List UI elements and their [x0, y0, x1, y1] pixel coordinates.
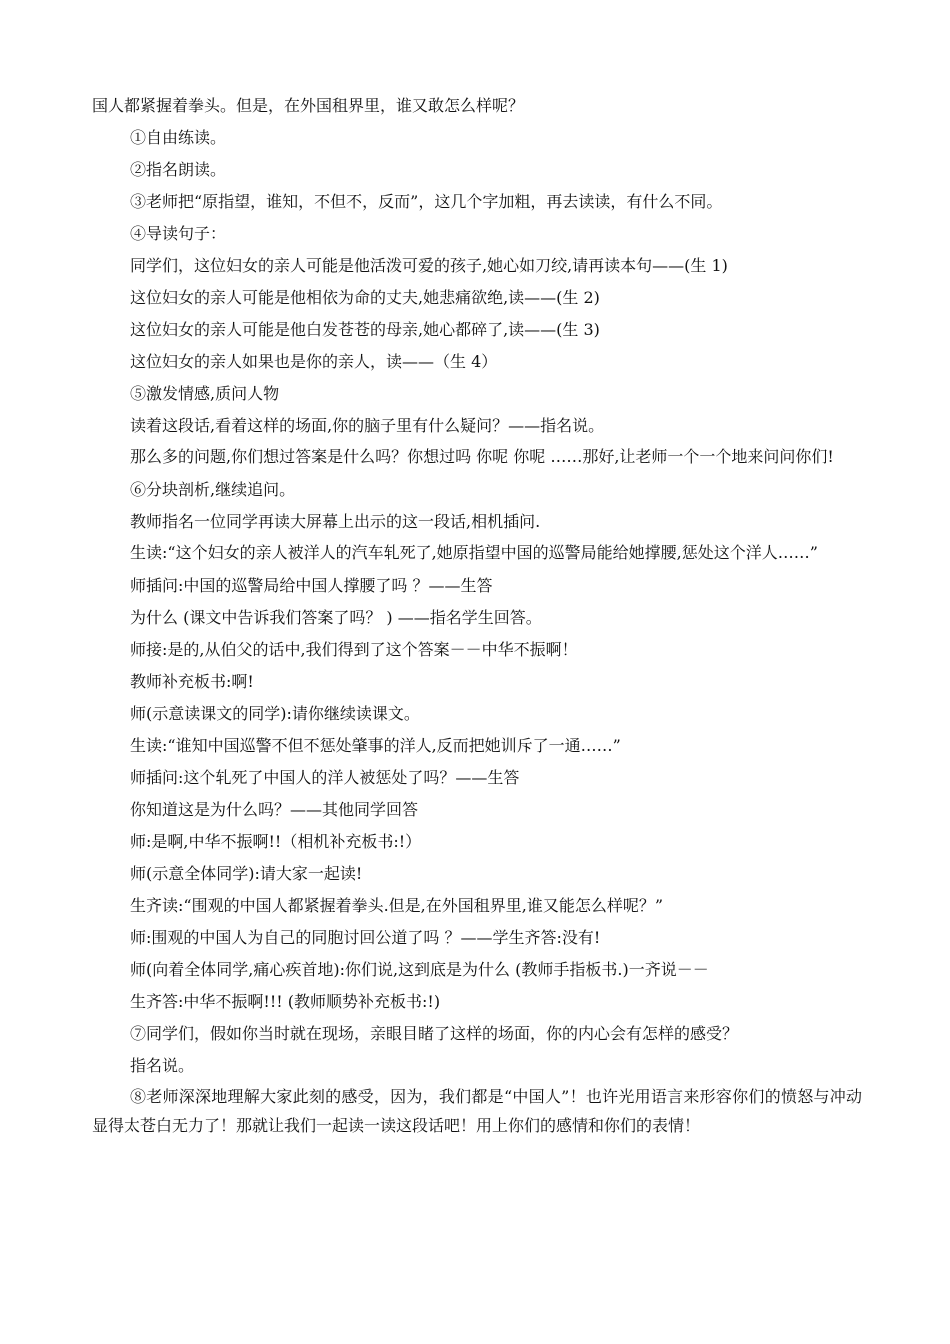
paragraph: 师:围观的中国人为自己的同胞讨回公道了吗 ？——学生齐答:没有!: [130, 928, 601, 947]
paragraph: 师(示意读课文的同学):请你继续读课文。: [130, 704, 420, 723]
paragraph: 那么多的问题,你们想过答案是什么吗？你想过吗 你呢 你呢 ……那好,让老师一个一个地来问问你们!: [130, 447, 834, 466]
paragraph: 师:是啊,中华不振啊!!（相机补充板书:!）: [130, 832, 422, 851]
paragraph: 生齐答:中华不振啊!!! (教师顺势补充板书:!): [130, 992, 441, 1011]
document-page: [92, 90, 862, 1143]
paragraph: ⑧老师深深地理解大家此刻的感受，因为，我们都是“中国人”！也许光用语言来形容你们的愤怒与冲动显得太苍白无力了！那就让我们一起读一读这段话吧！用上你们的感情和你们的表情！: [92, 1087, 862, 1135]
paragraph: 同学们，这位妇女的亲人可能是他活泼可爱的孩子,她心如刀绞,请再读本句——(生 1): [130, 256, 728, 275]
paragraph: 生读:“谁知中国巡警不但不惩处肇事的洋人,反而把她训斥了一通……”: [130, 736, 621, 755]
paragraph: ⑦同学们，假如你当时就在现场，亲眼目睹了这样的场面，你的内心会有怎样的感受？: [130, 1024, 739, 1043]
paragraph: ③老师把“原指望，谁知，不但不，反而”，这几个字加粗，再去读读，有什么不同。: [130, 192, 723, 211]
paragraph: 教师补充板书:啊!: [130, 672, 254, 691]
paragraph: 师插问:这个轧死了中国人的洋人被惩处了吗？——生答: [130, 768, 520, 787]
paragraph: 国人都紧握着拳头。但是，在外国租界里，谁又敢怎么样呢？: [92, 96, 525, 115]
paragraph: 指名说。: [130, 1056, 195, 1075]
paragraph: 教师指名一位同学再读大屏幕上出示的这一段话,相机插问.: [130, 512, 541, 531]
paragraph: 师(示意全体同学):请大家一起读!: [130, 864, 363, 883]
paragraph: ①自由练读。: [130, 128, 227, 147]
paragraph: 这位妇女的亲人如果也是你的亲人，读——（生 4）: [130, 352, 498, 371]
paragraph: 为什么 (课文中告诉我们答案了吗？ ) ——指名学生回答。: [130, 608, 542, 627]
paragraph: 这位妇女的亲人可能是他相依为命的丈夫,她悲痛欲绝,读——(生 2): [130, 288, 600, 307]
paragraph: ⑥分块剖析,继续追问。: [130, 480, 296, 499]
paragraph: 这位妇女的亲人可能是他白发苍苍的母亲,她心都碎了,读——(生 3): [130, 320, 600, 339]
paragraph: 师接:是的,从伯父的话中,我们得到了这个答案－－中华不振啊！: [130, 640, 578, 659]
paragraph: ②指名朗读。: [130, 160, 227, 179]
paragraph: 师插问:中国的巡警局给中国人撑腰了吗 ？——生答: [130, 576, 493, 595]
paragraph: ⑤激发情感,质问人物: [130, 384, 280, 403]
paragraph: 生齐读:“围观的中国人都紧握着拳头.但是,在外国租界里,谁又能怎么样呢？”: [130, 896, 664, 915]
paragraph: 生读:“这个妇女的亲人被洋人的汽车轧死了,她原指望中国的巡警局能给她撑腰,惩处这个洋人……”: [130, 543, 818, 562]
paragraph: 读着这段话,看着这样的场面,你的脑子里有什么疑问？——指名说。: [130, 416, 605, 435]
paragraph: 师(向着全体同学,痛心疾首地):你们说,这到底是为什么 (教师手指板书.)一齐说－－: [130, 960, 709, 979]
paragraph: ④导读句子：: [130, 224, 227, 243]
paragraph: 你知道这是为什么吗？——其他同学回答: [130, 800, 419, 819]
